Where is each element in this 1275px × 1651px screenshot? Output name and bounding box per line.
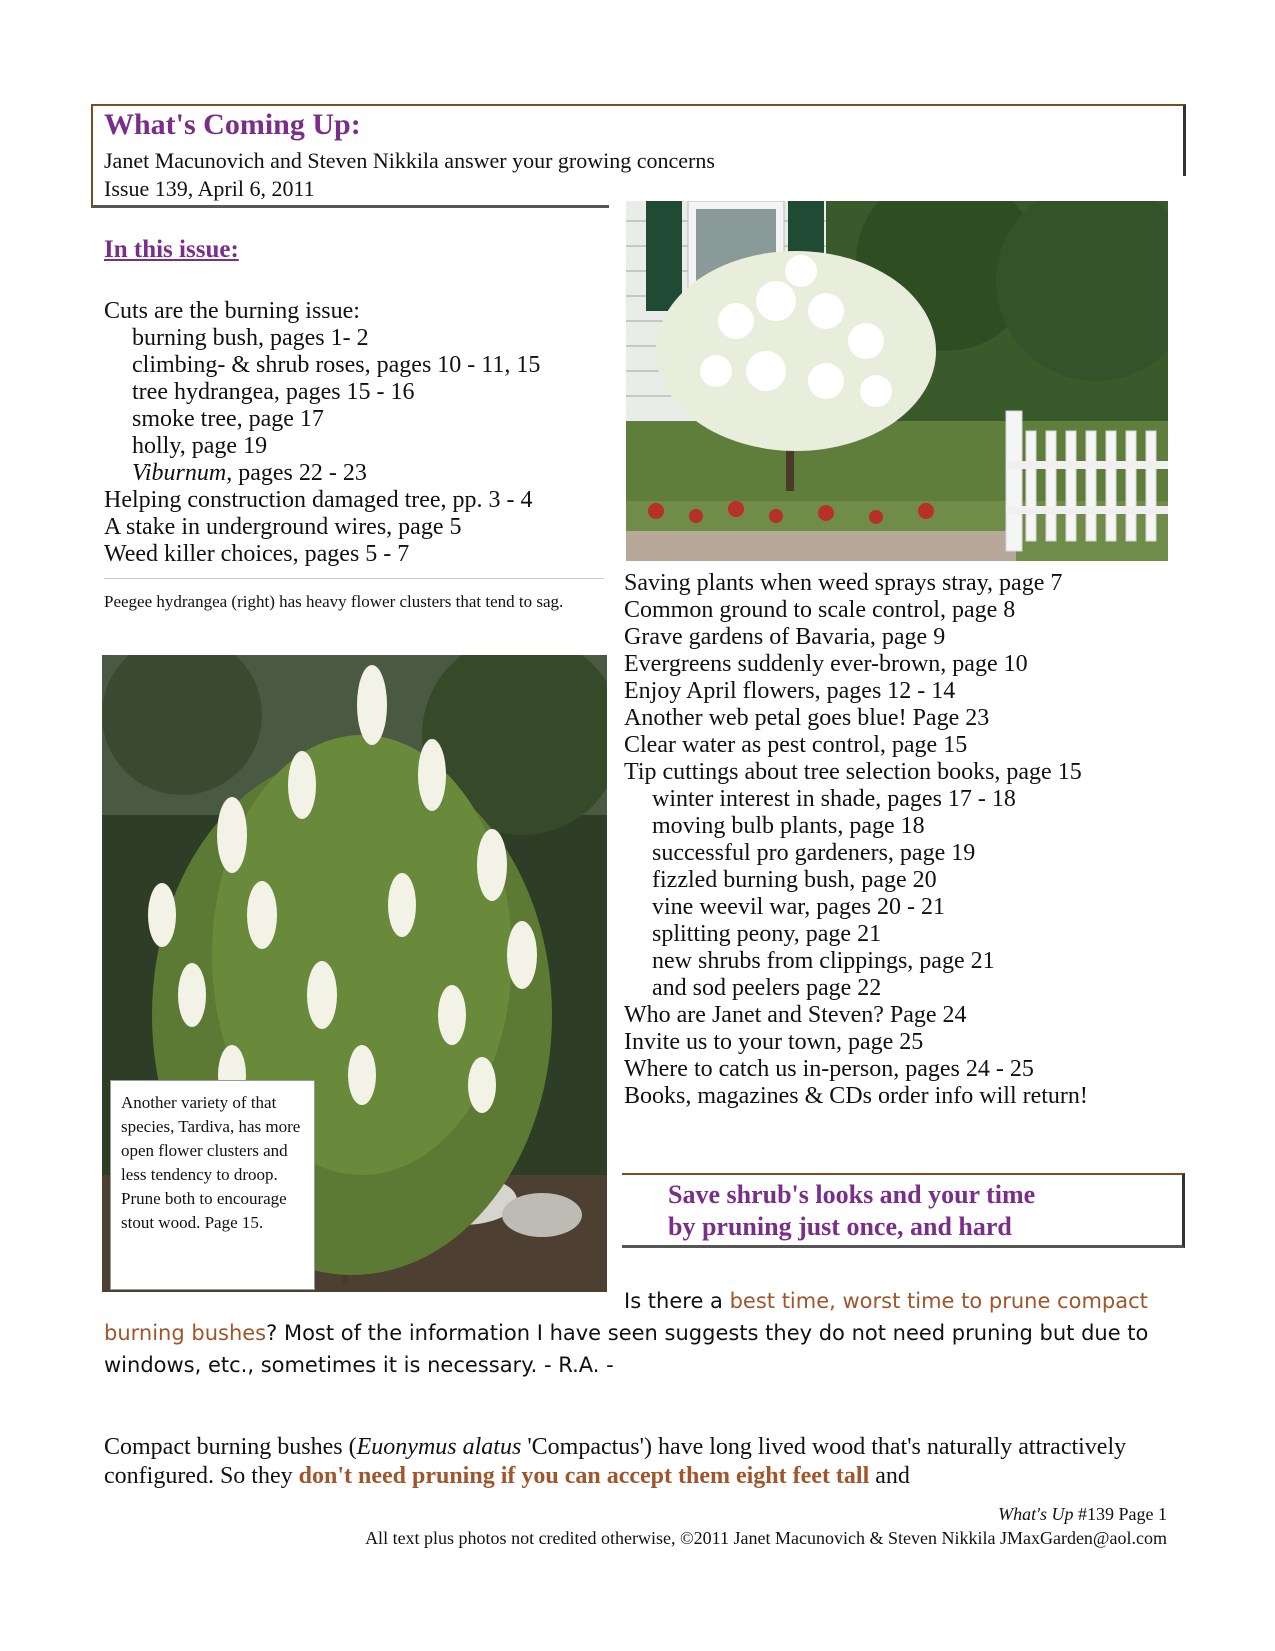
answer-latin-name: Euonymus alatus bbox=[356, 1434, 522, 1460]
peegee-hydrangea-photo bbox=[626, 201, 1168, 561]
toc-item: Cuts are the burning issue: bbox=[104, 298, 360, 324]
article-headline bbox=[668, 1179, 1148, 1243]
toc-item: vine weevil war, pages 20 - 21 bbox=[652, 894, 945, 920]
issue-date: Issue 139, April 6, 2011 bbox=[104, 176, 315, 201]
toc-item: Clear water as pest control, page 15 bbox=[624, 732, 968, 758]
toc-item-viburnum bbox=[104, 460, 540, 487]
toc-item: Tip cuttings about tree selection books, page 15 bbox=[624, 759, 1082, 785]
footer-page: #139 Page 1 bbox=[1073, 1504, 1167, 1524]
toc-item: smoke tree, page 17 bbox=[132, 406, 324, 432]
toc-item: Common ground to scale control, page 8 bbox=[624, 597, 1016, 623]
question-lead: Is there a bbox=[624, 1289, 730, 1313]
tardiva-caption: Another variety of that species, Tardiva, has more open flower clusters and less tendency to droop. Prune both to encourage stout wood. Page 15. bbox=[110, 1080, 315, 1290]
reader-question bbox=[104, 1285, 1154, 1381]
answer-text: Compact burning bushes ( bbox=[104, 1434, 357, 1460]
toc-item: moving bulb plants, page 18 bbox=[652, 813, 925, 839]
toc-item: Books, magazines & CDs order info will return! bbox=[624, 1083, 1088, 1109]
article-headline-line1: Save shrub's looks and your time bbox=[668, 1180, 1036, 1209]
toc-right-list bbox=[624, 570, 1088, 1110]
answer-highlight: don't need pruning if you can accept them eight feet tall bbox=[298, 1463, 870, 1489]
toc-item: and sod peelers page 22 bbox=[652, 975, 882, 1001]
toc-item: Who are Janet and Steven? Page 24 bbox=[624, 1002, 967, 1028]
toc-item: holly, page 19 bbox=[132, 433, 268, 459]
question-highlight: best time, worst time to prune compact burning bushes bbox=[104, 1289, 1148, 1345]
toc-left-list bbox=[104, 298, 540, 568]
toc-item: Another web petal goes blue! Page 23 bbox=[624, 705, 990, 731]
toc-item: new shrubs from clippings, page 21 bbox=[652, 948, 995, 974]
toc-item-pages: , pages 22 - 23 bbox=[226, 460, 367, 486]
toc-item: climbing- & shrub roses, pages 10 - 11, 15 bbox=[132, 352, 541, 378]
toc-item-latin: Viburnum bbox=[132, 460, 227, 486]
toc-item: Weed killer choices, pages 5 - 7 bbox=[104, 541, 410, 567]
answer-text: and bbox=[869, 1463, 910, 1489]
newsletter-subtitle: Janet Macunovich and Steven Nikkila answer your growing concerns bbox=[104, 148, 715, 173]
toc-item: winter interest in shade, pages 17 - 18 bbox=[652, 786, 1016, 812]
toc-item: Helping construction damaged tree, pp. 3 - 4 bbox=[104, 487, 533, 513]
toc-item: Enjoy April flowers, pages 12 - 14 bbox=[624, 678, 956, 704]
toc-item: tree hydrangea, pages 15 - 16 bbox=[132, 379, 415, 405]
toc-item: Evergreens suddenly ever-brown, page 10 bbox=[624, 651, 1028, 677]
question-rest: ? Most of the information I have seen suggests they do not need pruning but due to windows, etc., sometimes it is necessary. - R.A. - bbox=[104, 1321, 1149, 1377]
article-headline-line2: by pruning just once, and hard bbox=[668, 1212, 1012, 1241]
newsletter-title: What's Coming Up: bbox=[104, 108, 361, 141]
toc-item: A stake in underground wires, page 5 bbox=[104, 514, 462, 540]
toc-item: successful pro gardeners, page 19 bbox=[652, 840, 976, 866]
toc-item: Grave gardens of Bavaria, page 9 bbox=[624, 624, 946, 650]
toc-item: Saving plants when weed sprays stray, page 7 bbox=[624, 570, 1063, 596]
toc-item: splitting peony, page 21 bbox=[652, 921, 882, 947]
caption-divider bbox=[104, 578, 604, 579]
footer-publication: What's Up bbox=[998, 1504, 1074, 1524]
header-bottom-rule bbox=[91, 205, 609, 208]
answer-paragraph bbox=[104, 1433, 1174, 1491]
header-left-rule bbox=[91, 174, 93, 207]
answer-text: 'Compactus') have long lived wood that's naturally attractively configured. So they bbox=[104, 1434, 1127, 1489]
toc-item: fizzled burning bush, page 20 bbox=[652, 867, 937, 893]
toc-item: burning bush, pages 1- 2 bbox=[132, 325, 369, 351]
footer-page-number bbox=[998, 1504, 1167, 1525]
toc-item: Invite us to your town, page 25 bbox=[624, 1029, 924, 1055]
peegee-caption: Peegee hydrangea (right) has heavy flower clusters that tend to sag. bbox=[104, 592, 564, 611]
footer-copyright: All text plus photos not credited otherwise, ©2011 Janet Macunovich & Steven Nikkila JMaxGarden@aol.com bbox=[365, 1528, 1167, 1548]
toc-item: Where to catch us in-person, pages 24 - 25 bbox=[624, 1056, 1034, 1082]
in-this-issue-heading: In this issue: bbox=[104, 236, 239, 263]
